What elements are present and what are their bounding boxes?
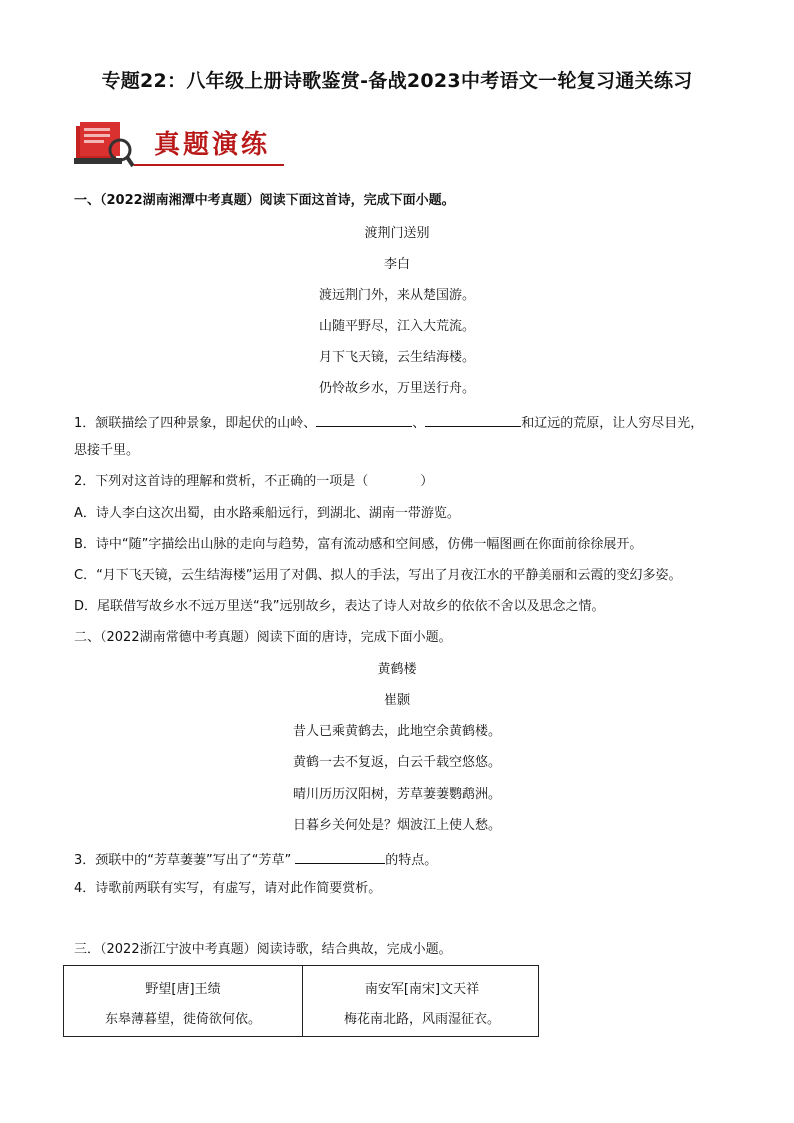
poem1-line: 渡远荆门外，来从楚国游。: [318, 288, 475, 303]
option-d: D．尾联借写故乡水不远万里送“我”远别故乡，表达了诗人对故乡的依依不舍以及思念之情。: [74, 599, 605, 614]
question-1-continued: 思接千里。: [74, 443, 140, 458]
question-3-text-a: 3．颈联中的“芳草萋萋”写出了“芳草”: [74, 853, 292, 868]
poem1-line: 月下飞天镜，云生结海楼。: [318, 350, 475, 365]
poem2-line: 晴川历历汉阳树，芳草萋萋鹦鹉洲。: [292, 787, 501, 802]
book-icon: [72, 120, 134, 170]
question-1-text-b: 、: [412, 416, 426, 431]
poem2-line: 昔人已乘黄鹤去，此地空余黄鹤楼。: [292, 724, 501, 739]
option-a: A．诗人李白这次出蜀，由水路乘船远行，到湖北、湖南一带游览。: [74, 506, 460, 521]
poem2-line: 黄鹤一去不复返，白云千载空悠悠。: [292, 755, 501, 770]
section2-header: 二、（2022湖南常德中考真题）阅读下面的唐诗，完成下面小题。: [74, 630, 452, 645]
section3-header: 三．（2022浙江宁波中考真题）阅读诗歌，结合典故，完成小题。: [74, 942, 452, 957]
answer-blank[interactable]: [295, 849, 385, 864]
poem-table: [63, 965, 539, 1037]
question-4: 4．诗歌前两联有实写，有虚写，请对此作简要赏析。: [74, 881, 382, 896]
poem1-line: 仍怜故乡水，万里送行舟。: [318, 381, 475, 396]
section1-header: 一、（2022湖南湘潭中考真题）阅读下面这首诗，完成下面小题。: [74, 193, 455, 208]
answer-blank[interactable]: [425, 412, 521, 427]
answer-blank[interactable]: [316, 412, 412, 427]
page-title: 专题22：八年级上册诗歌鉴赏-备战2023中考语文一轮复习通关练习: [101, 70, 693, 92]
banner-label: 真题演练: [154, 130, 271, 160]
question-3-text-b: 的特点。: [385, 853, 438, 868]
option-b: B．诗中“随”字描绘出山脉的走向与趋势，富有流动感和空间感，仿佛一幅图画在你面前徐徐展开。: [74, 537, 643, 552]
section-banner: [72, 118, 284, 172]
question-1: [74, 412, 703, 433]
poem1-title: 渡荆门送别: [364, 226, 430, 241]
poem2-title: 黄鹤楼: [377, 662, 417, 677]
table-cell-line: 东皋薄暮望，徙倚欲何依。: [104, 1012, 261, 1027]
question-3: [74, 849, 437, 870]
poem1-line: 山随平野尽，江入大荒流。: [318, 319, 475, 334]
option-c: C．“月下飞天镜，云生结海楼”运用了对偶、拟人的手法，写出了月夜江水的平静美丽和云霞的变幻多姿。: [74, 568, 682, 583]
poem2-author: 崔颢: [383, 693, 410, 708]
table-column-left: [64, 966, 302, 1036]
poem2-line: 日暮乡关何处是？烟波江上使人愁。: [292, 818, 501, 833]
table-cell-title: 野望[唐]王绩: [145, 982, 221, 997]
table-column-right: [302, 966, 541, 1036]
table-cell-line: 梅花南北路，风雨湿征衣。: [343, 1012, 500, 1027]
question-2: 2．下列对这首诗的理解和赏析，不正确的一项是（ ）: [74, 474, 434, 489]
banner-underline: [134, 164, 284, 166]
poem1-author: 李白: [383, 257, 410, 272]
question-1-text-c: 和辽远的荒原，让人穷尽目光，: [521, 416, 704, 431]
question-1-text-a: 1．颔联描绘了四种景象，即起伏的山岭、: [74, 416, 317, 431]
table-cell-title: 南安军[南宋]文天祥: [364, 982, 480, 997]
